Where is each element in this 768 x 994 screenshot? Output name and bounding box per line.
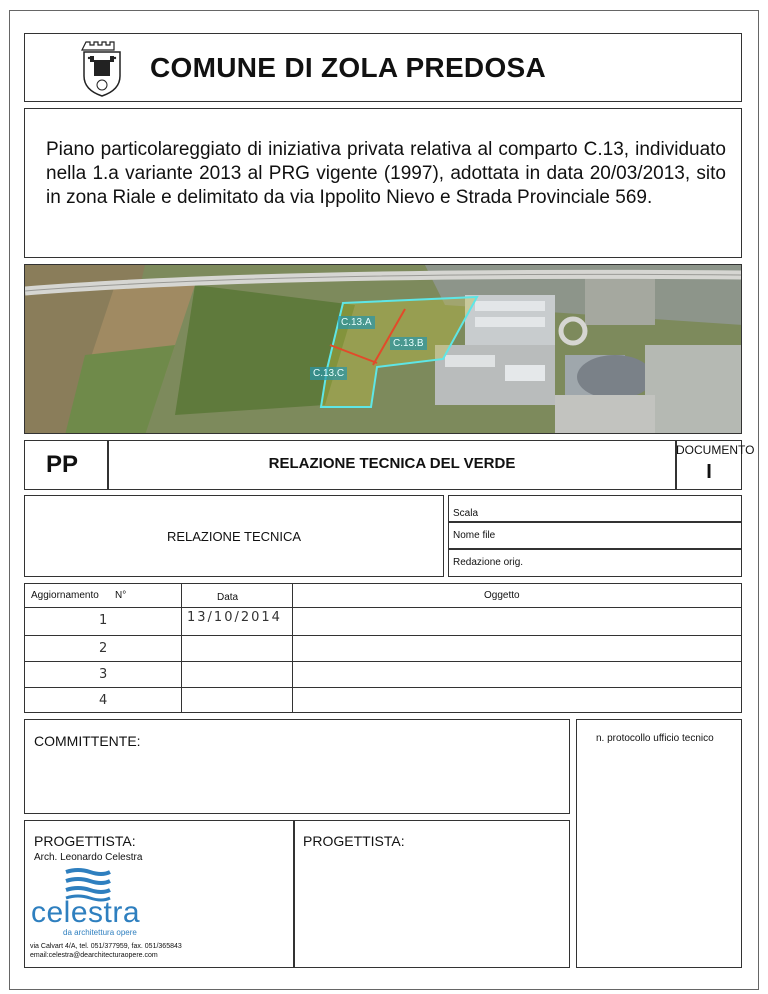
update-row-3-n: 3 [99, 667, 108, 682]
progettista-left-label: PROGETTISTA: [34, 833, 136, 849]
document-label: DOCUMENTO [676, 443, 755, 457]
municipal-crest-icon [78, 38, 126, 98]
updates-table [24, 583, 742, 713]
page-title: COMUNE DI ZOLA PREDOSA [150, 52, 547, 83]
map-label-c13b: C.13.B [390, 337, 427, 350]
subtitle: RELAZIONE TECNICA [166, 529, 302, 544]
map-label-c13a: C.13.A [338, 316, 375, 329]
updates-row-divider-1 [24, 607, 742, 608]
celestra-logo-word: celestra [31, 896, 141, 929]
celestra-logo-tagline: da architettura opere [63, 928, 137, 937]
document-title: RELAZIONE TECNICA DEL VERDE [268, 455, 516, 472]
description-text: Piano particolareggiato di iniziativa privata relativa al comparto C.13, individuato nella 1.a variante 2013 al PRG vigente (1997), adottata in data 20/03/2013, sito in zona Riale e delimitato da via Ippolito Nievo e Strada Provinciale 569. [46, 139, 726, 208]
col-n: N° [115, 590, 127, 601]
protocol-box [576, 719, 742, 968]
updates-col-divider-1 [181, 583, 182, 713]
document-code: PP [46, 451, 79, 478]
updates-col-divider-2 [292, 583, 293, 713]
update-row-1-date: 13/10/2014 [187, 610, 282, 625]
col-aggiornamento: Aggiornamento [31, 590, 99, 601]
updates-row-divider-2 [24, 635, 742, 636]
committente-label: COMMITTENTE: [34, 733, 141, 749]
map-label-c13c: C.13.C [310, 367, 347, 380]
file-label: Nome file [453, 530, 496, 541]
progettista-name: Arch. Leonardo Celestra [34, 852, 143, 863]
update-row-1-n: 1 [99, 613, 108, 628]
redazione-label: Redazione orig. [453, 557, 524, 568]
scale-row [448, 495, 742, 522]
progettista-right-label: PROGETTISTA: [303, 833, 405, 849]
scale-label: Scala [453, 508, 479, 519]
document-value: I [706, 461, 712, 483]
col-data: Data [217, 592, 239, 603]
protocol-label: n. protocollo ufficio tecnico [596, 733, 714, 744]
update-row-4-n: 4 [99, 693, 108, 708]
aerial-map [24, 264, 742, 434]
updates-row-divider-4 [24, 687, 742, 688]
updates-row-divider-3 [24, 661, 742, 662]
update-row-2-n: 2 [99, 641, 108, 656]
col-oggetto: Oggetto [484, 590, 520, 601]
progettista-address: via Calvart 4/A, tel. 051/377959, fax. 051/365843 [30, 943, 182, 950]
progettista-email: email:celestra@dearchitecturaopere.com [30, 952, 158, 959]
